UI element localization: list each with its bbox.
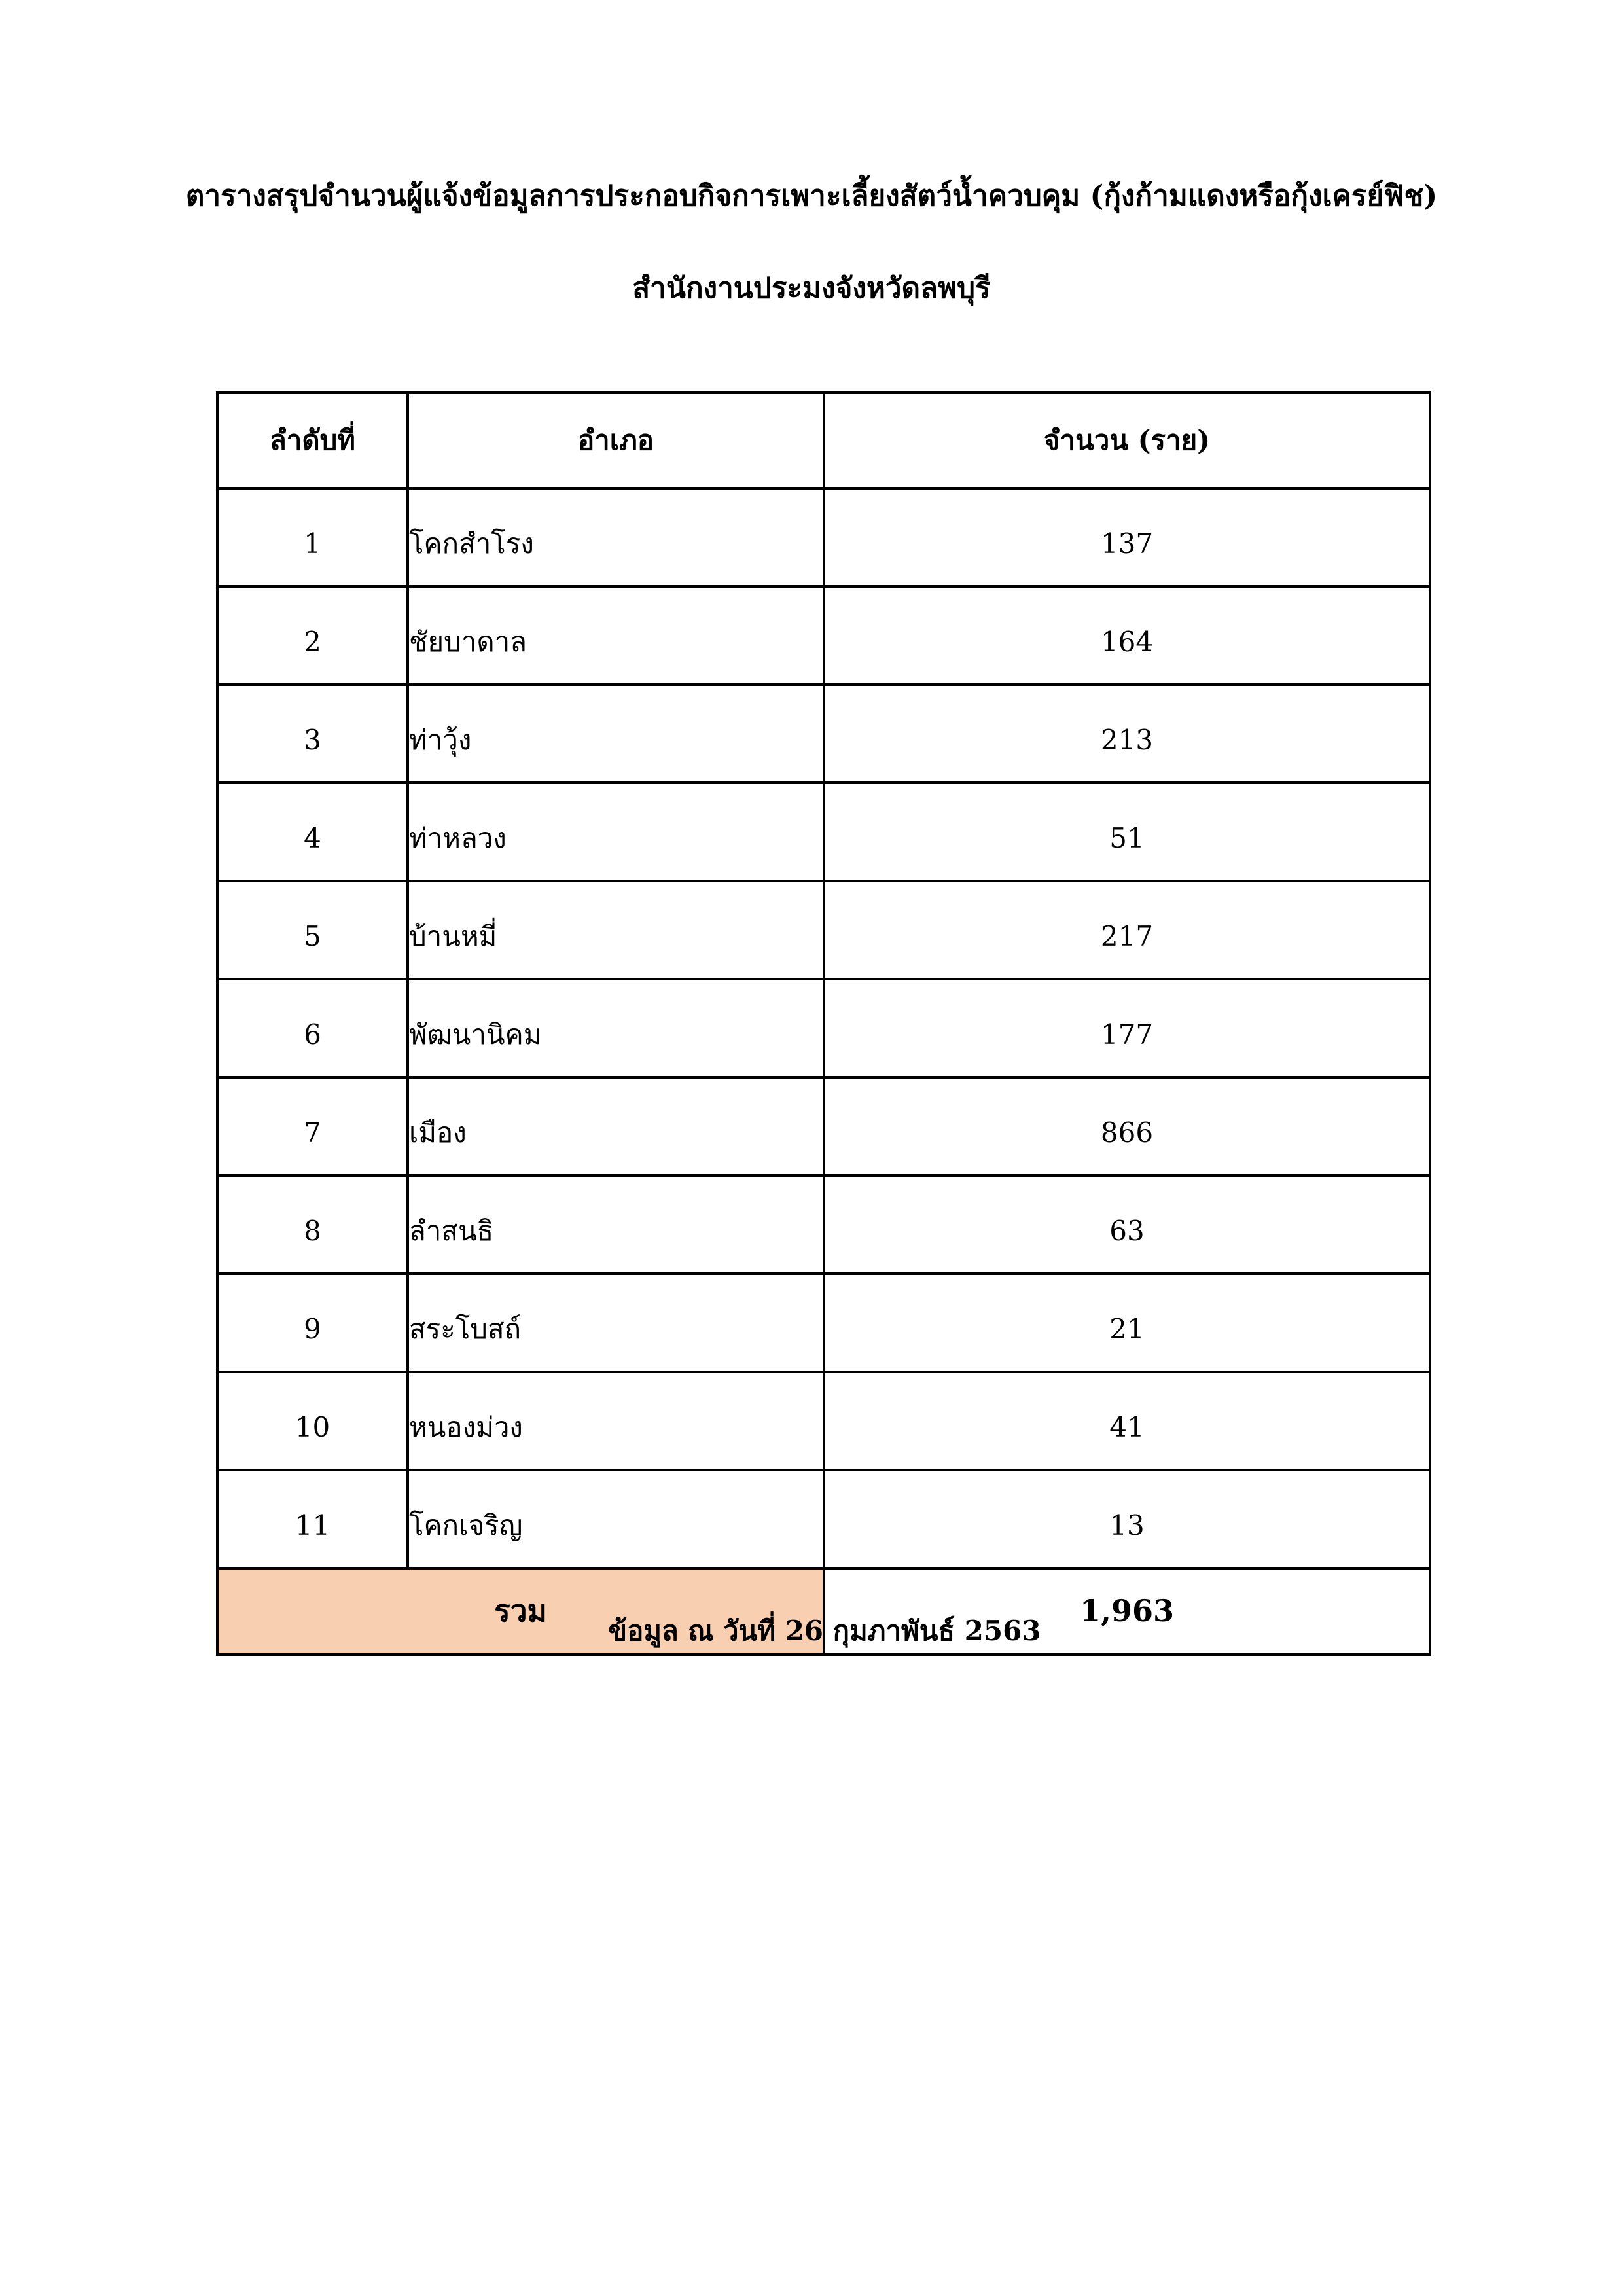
table-row	[217, 1077, 1430, 1175]
row-number: 11	[217, 1470, 408, 1568]
table-row	[217, 586, 1430, 685]
registrant-count: 177	[824, 979, 1430, 1077]
district-name: ชัยบาดาล	[408, 586, 824, 685]
row-number: 3	[217, 685, 408, 783]
district-name: บ้านหมี่	[408, 881, 824, 979]
table-row	[217, 1372, 1430, 1470]
district-name: หนองม่วง	[408, 1372, 824, 1470]
registrant-count: 866	[824, 1077, 1430, 1175]
registrant-count: 63	[824, 1175, 1430, 1274]
district-name: ท่าวุ้ง	[408, 685, 824, 783]
row-number: 9	[217, 1274, 408, 1372]
district-name: โคกเจริญ	[408, 1470, 824, 1568]
column-header-count: จำนวน (ราย)	[824, 393, 1430, 488]
registrant-count: 51	[824, 783, 1430, 881]
table-row	[217, 685, 1430, 783]
document-title: ตารางสรุปจำนวนผู้แจ้งข้อมูลการประกอบกิจการเพาะเลี้ยงสัตว์น้ำควบคุม (กุ้งก้ามแดงหรือกุ้งเครย์ฟิช)	[185, 179, 1438, 213]
table-row	[217, 1175, 1430, 1274]
district-name: สระโบสถ์	[408, 1274, 824, 1372]
column-header-district: อำเภอ	[408, 393, 824, 488]
row-number: 1	[217, 488, 408, 586]
table-header-row	[217, 393, 1430, 488]
row-number: 5	[217, 881, 408, 979]
row-number: 6	[217, 979, 408, 1077]
table-row	[217, 1274, 1430, 1372]
table-row	[217, 488, 1430, 586]
summary-table	[216, 391, 1431, 1656]
office-subtitle: สำนักงานประมงจังหวัดลพบุรี	[632, 272, 991, 305]
registrant-count: 164	[824, 586, 1430, 685]
registrant-count: 217	[824, 881, 1430, 979]
registrant-count: 13	[824, 1470, 1430, 1568]
table-row	[217, 979, 1430, 1077]
district-name: เมือง	[408, 1077, 824, 1175]
total-value: 1,963	[824, 1568, 1430, 1655]
column-header-no: ลำดับที่	[217, 393, 408, 488]
row-number: 7	[217, 1077, 408, 1175]
district-name: โคกสำโรง	[408, 488, 824, 586]
table-row	[217, 783, 1430, 881]
row-number: 4	[217, 783, 408, 881]
registrant-count: 137	[824, 488, 1430, 586]
district-name: ท่าหลวง	[408, 783, 824, 881]
district-name: พัฒนานิคม	[408, 979, 824, 1077]
registrant-count: 213	[824, 685, 1430, 783]
row-number: 2	[217, 586, 408, 685]
table-row	[217, 1470, 1430, 1568]
row-number: 8	[217, 1175, 408, 1274]
registrant-count: 21	[824, 1274, 1430, 1372]
district-name: ลำสนธิ	[408, 1175, 824, 1274]
table-row	[217, 881, 1430, 979]
row-number: 10	[217, 1372, 408, 1470]
data-date-note: ข้อมูล ณ วันที่ 26 กุมภาพันธ์ 2563	[608, 1615, 1041, 1647]
registrant-count: 41	[824, 1372, 1430, 1470]
total-label: รวม	[217, 1568, 824, 1655]
